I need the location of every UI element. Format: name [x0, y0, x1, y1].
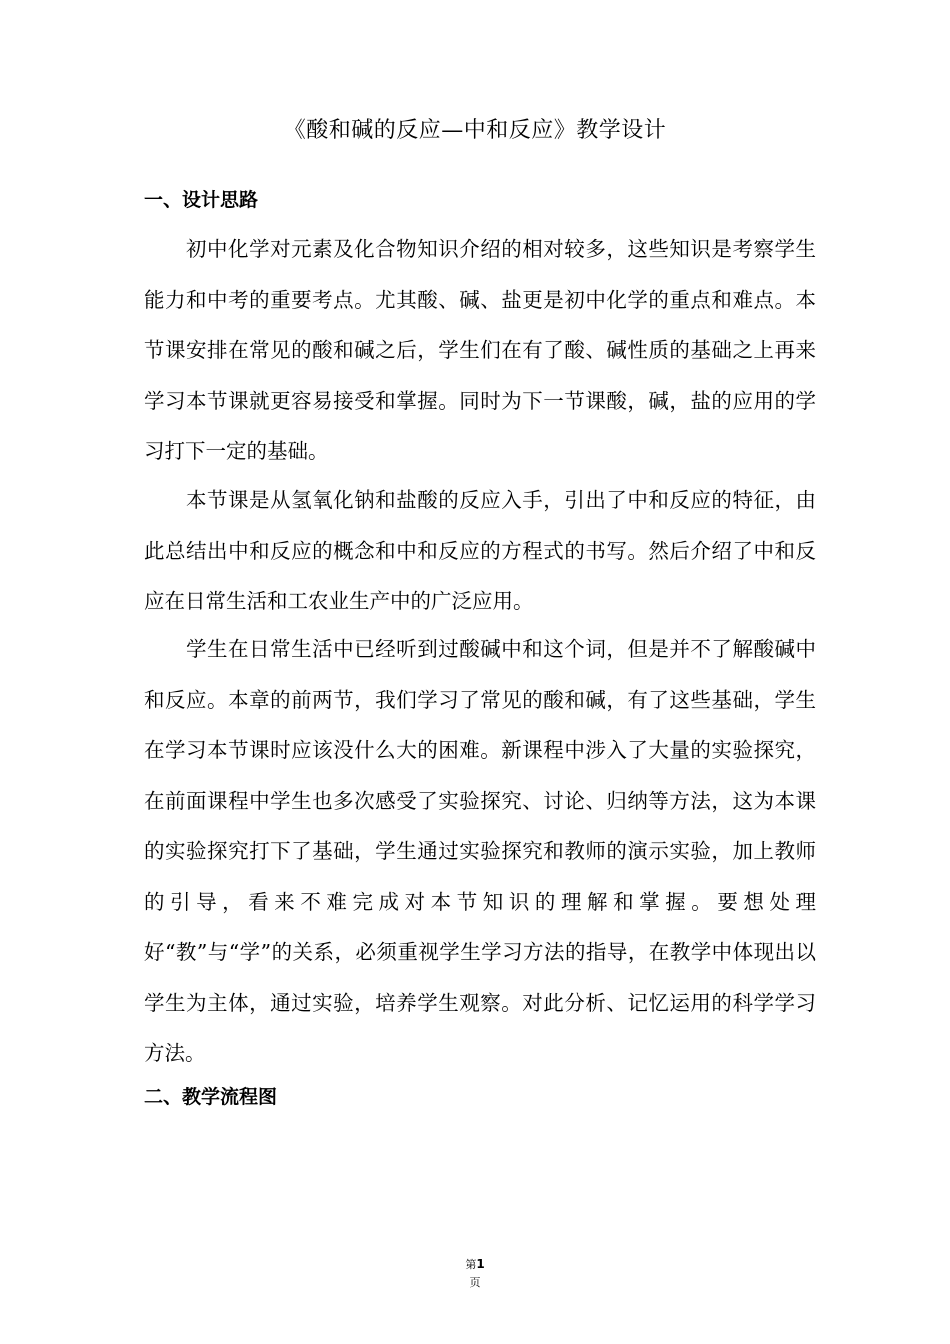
page-number-line-1 [0, 1255, 950, 1274]
page-number [0, 1255, 950, 1292]
paragraph-2: 本节课是从氢氧化钠和盐酸的反应入手，引出了中和反应的特征，由此总结出中和反应的概念和中和反应的方程式的书写。然后介绍了中和反应在日常生活和工农业生产中的广泛应用。 [144, 488, 816, 613]
paragraph-1: 初中化学对元素及化合物知识介绍的相对较多，这些知识是考察学生能力和中考的重要考点。尤其酸、碱、盐更是初中化学的重点和难点。本节课安排在常见的酸和碱之后，学生们在有了酸、碱性质的基础之上再来学习本节课就更容易接受和掌握。同时为下一节课酸，碱，盐的应用的学习打下一定的基础。 [144, 237, 816, 463]
paragraph-3: 学生在日常生活中已经听到过酸碱中和这个词，但是并不了解酸碱中和反应。本章的前两节，我们学习了常见的酸和碱，有了这些基础，学生在学习本节课时应该没什么大的困难。新课程中涉入了大量的实验探究，在前面课程中学生也多次感受了实验探究、讨论、归纳等方法，这为本课的实验探究打下了基础，学生通过实验探究和教师的演示实验，加上教师的引导，看来不难完成对本节知识的理解和掌握。要想处理好“教”与“学”的关系，必须重视学生学习方法的指导，在教学中体现出以学生为主体，通过实验，培养学生观察。对此分析、记忆运用的科学学习方法。 [144, 637, 816, 1065]
document-title: 《酸和碱的反应—中和反应》教学设计 [283, 118, 667, 143]
section-heading-design-approach: 一、设计思路 [144, 189, 259, 211]
page-suffix: 页 [469, 1276, 481, 1289]
page-number-value: 1 [476, 1257, 485, 1271]
section-heading-teaching-flowchart: 二、教学流程图 [144, 1086, 278, 1108]
page-prefix: 第 [465, 1258, 477, 1271]
